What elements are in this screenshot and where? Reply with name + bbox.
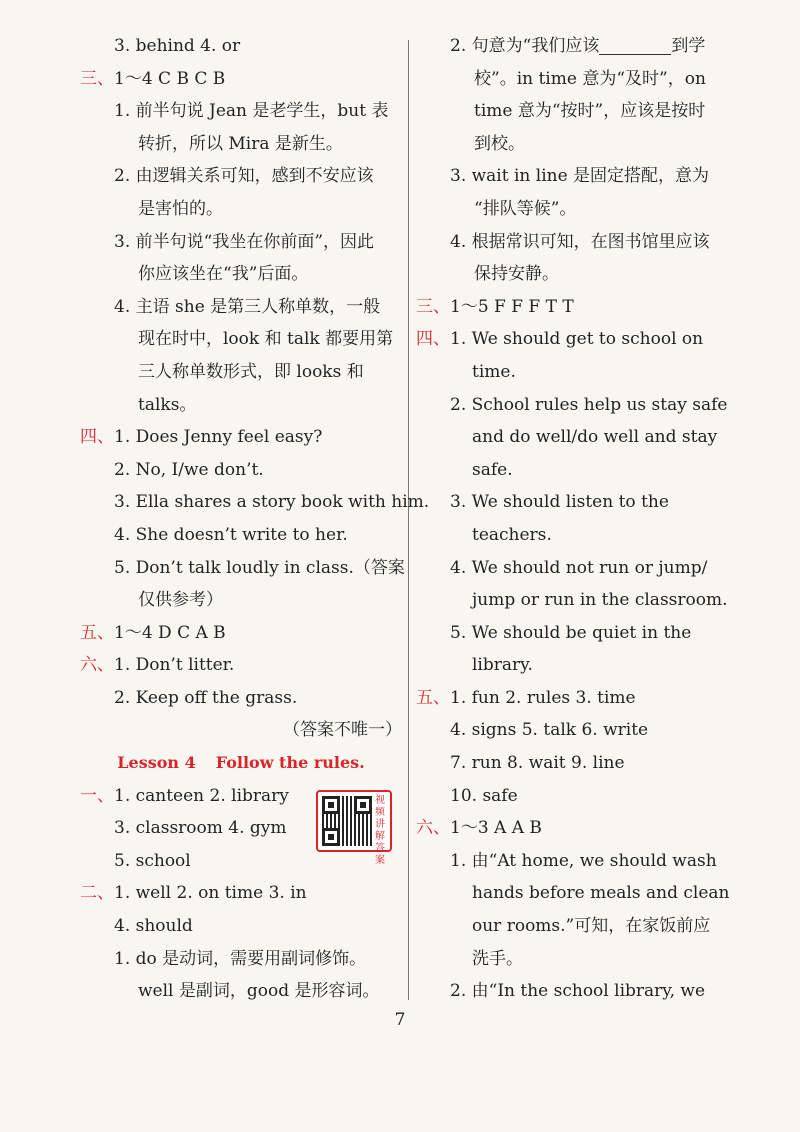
explanation-line: 校”。in time 意为“及时”，on (474, 68, 706, 89)
section-6-answer: 六、1. Don’t litter. (80, 655, 235, 676)
answer-line: library. (472, 655, 533, 676)
explanation-line: time 意为“按时”，应该是按时 (474, 101, 706, 122)
blank-line (599, 36, 671, 55)
explanation-line: talks。 (138, 394, 197, 415)
answer-line: safe. (472, 459, 513, 480)
answer-line: 仅供参考） (138, 590, 223, 611)
explanation-line: 1. 前半句说 Jean 是老学生，but 表 (114, 101, 389, 122)
answer-line: 10. safe (450, 785, 518, 806)
explanation-line: 转折，所以 Mira 是新生。 (138, 133, 343, 154)
section-marker: 六、 (80, 655, 114, 676)
explanation-line: 1. 由“At home, we should wash (450, 850, 717, 871)
section-4-answer: 四、1. Does Jenny feel easy? (80, 427, 323, 448)
section-marker: 五、 (80, 622, 114, 643)
explanation-line: 3. 前半句说“我坐在你前面”，因此 (114, 231, 375, 252)
explanation-line: 三人称单数形式，即 looks 和 (138, 361, 364, 382)
explanation-line: 你应该坐在“我”后面。 (138, 264, 309, 285)
explanation-line: hands before meals and clean (472, 883, 730, 904)
qr-code-pattern (322, 796, 372, 846)
explanation-line: 保持安静。 (474, 264, 559, 285)
answer-line: 4. We should not run or jump/ (450, 557, 708, 578)
column-divider (408, 40, 409, 1000)
explanation-line: 洗手。 (472, 948, 523, 969)
explanation-line: 是害怕的。 (138, 198, 223, 219)
section-4-answer: 四、1. We should get to school on (416, 329, 704, 350)
explanation-line: 到校。 (474, 133, 525, 154)
explanation-line: well 是副词，good 是形容词。 (138, 981, 380, 1002)
answer-line: 3. behind 4. or (114, 36, 241, 56)
explanation-line: 4. 根据常识可知，在图书馆里应该 (450, 231, 710, 252)
section-marker: 四、 (416, 329, 450, 350)
lesson-number: Lesson 4 (117, 753, 196, 773)
page-number: 7 (394, 1010, 406, 1030)
answer-line: 2. Keep off the grass. (114, 687, 298, 708)
answer-line: 5. school (114, 850, 191, 871)
left-column (80, 30, 430, 1008)
explanation-line: 2. 句意为“我们应该 到学 (450, 36, 706, 56)
lesson-section-1: 一、1. canteen 2. library (80, 785, 289, 806)
answer-line: 5. Don’t talk loudly in class.（答案 (114, 557, 405, 578)
lesson-heading (80, 747, 402, 780)
answer-line: 3. Ella shares a story book with him. (114, 492, 430, 513)
explanation-line: 3. wait in line 是固定搭配，意为 (450, 166, 710, 187)
answer-line: teachers. (472, 524, 552, 545)
explanation-line: 2. 由“In the school library, we (450, 981, 706, 1002)
answer-line: jump or run in the classroom. (472, 590, 728, 611)
answer-line: 3. We should listen to the (450, 492, 669, 513)
answer-line: 5. We should be quiet in the (450, 622, 692, 643)
section-5-answers: 五、1. fun 2. rules 3. time (416, 687, 636, 708)
explanation-line: our rooms.”可知，在家饭前应 (472, 916, 711, 937)
qr-finder-icon (322, 796, 340, 814)
section-3-answers: 三、1～4 C B C B (80, 68, 226, 89)
answer-note: （答案不唯一） (283, 720, 402, 741)
answer-line: 4. She doesn’t write to her. (114, 524, 348, 545)
section-marker: 六、 (416, 818, 450, 839)
section-6-answers: 六、1～3 A A B (416, 818, 542, 839)
section-marker: 一、 (80, 785, 114, 806)
section-3-answers: 三、1～5 F F F T T (416, 296, 574, 317)
answer-line: time. (472, 361, 516, 382)
section-5-answers: 五、1～4 D C A B (80, 622, 226, 643)
answer-line: 2. School rules help us stay safe (450, 394, 728, 415)
right-column (416, 30, 738, 1008)
qr-label: 视频讲解答案 (375, 795, 385, 866)
explanation-line: 现在时中，look 和 talk 都要用第 (138, 329, 394, 350)
answer-line: 4. should (114, 916, 193, 937)
section-marker: 五、 (416, 687, 450, 708)
answer-line: and do well/do well and stay (472, 427, 718, 448)
answer-line: 4. signs 5. talk 6. write (450, 720, 649, 741)
section-marker: 四、 (80, 427, 114, 448)
section-marker: 三、 (80, 68, 114, 89)
explanation-line: 1. do 是动词，需要用副词修饰。 (114, 948, 367, 969)
answer-line: 2. No, I/we don’t. (114, 459, 264, 480)
qr-finder-icon (354, 796, 372, 814)
explanation-line: 4. 主语 she 是第三人称单数，一般 (114, 296, 381, 317)
explanation-line: 2. 由逻辑关系可知，感到不安应该 (114, 166, 374, 187)
section-marker: 二、 (80, 883, 114, 904)
explanation-line: “排队等候”。 (474, 198, 577, 219)
lesson-title: Follow the rules. (215, 753, 365, 773)
lesson-section-2: 二、1. well 2. on time 3. in (80, 883, 307, 904)
answer-line: 3. classroom 4. gym (114, 818, 287, 839)
answer-line: 7. run 8. wait 9. line (450, 753, 625, 774)
qr-code[interactable] (316, 790, 392, 866)
qr-finder-icon (322, 828, 340, 846)
section-marker: 三、 (416, 296, 450, 317)
